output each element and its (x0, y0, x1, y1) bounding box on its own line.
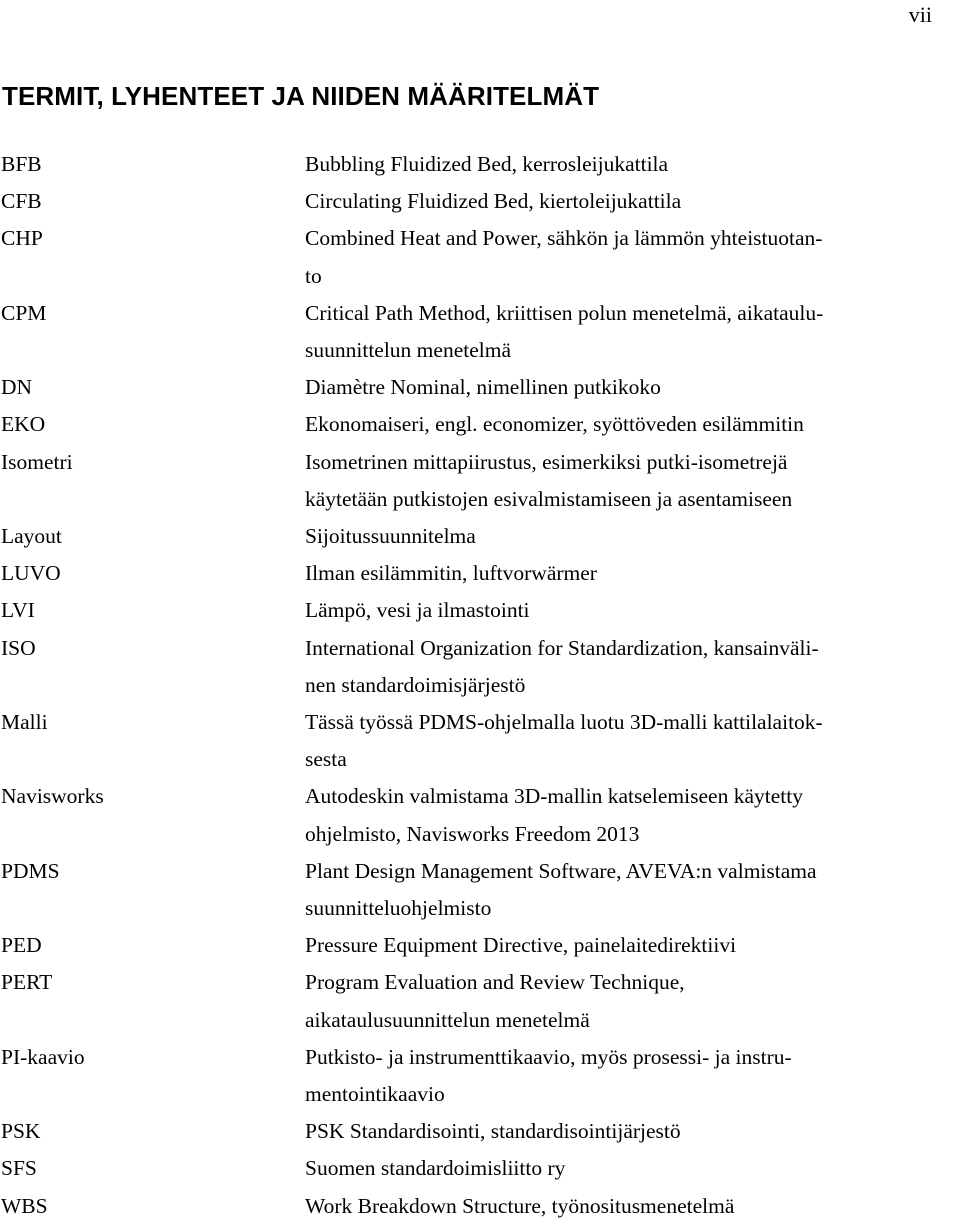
term-definition: Work Breakdown Structure, työnositusmenetelmä (305, 1193, 735, 1218)
term-row-navisworks (0, 778, 960, 852)
term-abbreviation: CHP (1, 226, 43, 251)
term-definition: Suomen standardoimisliitto ry (305, 1156, 566, 1181)
term-row-isometri (0, 444, 960, 518)
term-abbreviation: PI-kaavio (1, 1044, 85, 1069)
term-definition: Combined Heat and Power, sähkön ja lämmön yhteistuotan- to (305, 226, 823, 288)
term-abbreviation: CPM (1, 300, 47, 325)
term-row-sfs (0, 1150, 960, 1187)
term-abbreviation: DN (1, 375, 33, 400)
term-abbreviation: Navisworks (1, 784, 104, 809)
page-number: vii (908, 2, 932, 27)
term-row-wbs (0, 1188, 960, 1225)
term-abbreviation: LUVO (1, 561, 61, 586)
term-row-layout (0, 518, 960, 555)
terms-list (0, 146, 960, 1225)
term-definition: Ekonomaiseri, engl. economizer, syöttöveden esilämmitin (305, 412, 804, 437)
term-abbreviation: Isometri (1, 449, 73, 474)
term-row-ped (0, 927, 960, 964)
term-row-psk (0, 1113, 960, 1150)
term-row-eko (0, 406, 960, 443)
term-abbreviation: Malli (1, 710, 48, 735)
term-abbreviation: WBS (1, 1193, 48, 1218)
term-definition: Sijoitussuunnitelma (305, 524, 476, 549)
term-definition: PSK Standardisointi, standardisointijärjestö (305, 1119, 681, 1144)
term-row-lvi (0, 592, 960, 629)
term-definition: Critical Path Method, kriittisen polun menetelmä, aikataulu- suunnittelun menetelmä (305, 300, 824, 363)
term-row-pert (0, 964, 960, 1038)
term-row-pdms (0, 853, 960, 927)
term-definition: Bubbling Fluidized Bed, kerrosleijukattila (305, 152, 669, 176)
term-abbreviation: ISO (1, 635, 36, 660)
term-definition: Tässä työssä PDMS-ohjelmalla luotu 3D-malli kattilalaitok- sesta (305, 710, 823, 772)
term-definition: Putkisto- ja instrumenttikaavio, myös prosessi- ja instru- mentointikaavio (305, 1044, 792, 1107)
term-abbreviation: PSK (1, 1119, 41, 1144)
term-abbreviation: CFB (1, 189, 42, 214)
term-definition: Plant Design Management Software, AVEVA:n valmistama suunnitteluohjelmisto (305, 858, 817, 921)
term-abbreviation: EKO (1, 412, 46, 437)
term-abbreviation: PERT (1, 970, 53, 995)
term-row-dn (0, 369, 960, 406)
term-row-luvo (0, 555, 960, 592)
term-row-cfb (0, 183, 960, 220)
term-row-bfb (0, 146, 960, 183)
term-row-malli (0, 704, 960, 778)
term-definition: Lämpö, vesi ja ilmastointi (305, 598, 530, 623)
term-abbreviation: PDMS (1, 858, 60, 883)
term-definition: Pressure Equipment Directive, painelaitedirektiivi (305, 933, 737, 958)
term-row-cpm (0, 295, 960, 369)
term-row-pi-kaavio (0, 1039, 960, 1113)
term-row-chp (0, 220, 960, 294)
term-definition: Ilman esilämmitin, luftvorwärmer (305, 561, 597, 586)
term-definition: Circulating Fluidized Bed, kiertoleijukattila (305, 189, 682, 214)
term-definition: Autodeskin valmistama 3D-mallin katselemiseen käytetty ohjelmisto, Navisworks Freedom 2013 (305, 784, 803, 846)
term-definition: Program Evaluation and Review Technique, aikataulusuunnittelun menetelmä (305, 970, 685, 1032)
page-title: TERMIT, LYHENTEET JA NIIDEN MÄÄRITELMÄT (2, 81, 600, 111)
term-abbreviation: PED (1, 933, 42, 958)
term-definition: Diamètre Nominal, nimellinen putkikoko (305, 375, 661, 400)
term-abbreviation: LVI (1, 598, 35, 623)
term-definition: Isometrinen mittapiirustus, esimerkiksi putki-isometrejä käytetään putkistojen esivalmistamiseen ja asentamiseen (305, 449, 793, 511)
term-abbreviation: Layout (1, 524, 62, 549)
term-definition: International Organization for Standardization, kansainväli- nen standardoimisjärjestö (305, 635, 819, 697)
term-abbreviation: SFS (1, 1156, 37, 1181)
term-abbreviation: BFB (1, 152, 42, 176)
term-row-iso (0, 630, 960, 704)
